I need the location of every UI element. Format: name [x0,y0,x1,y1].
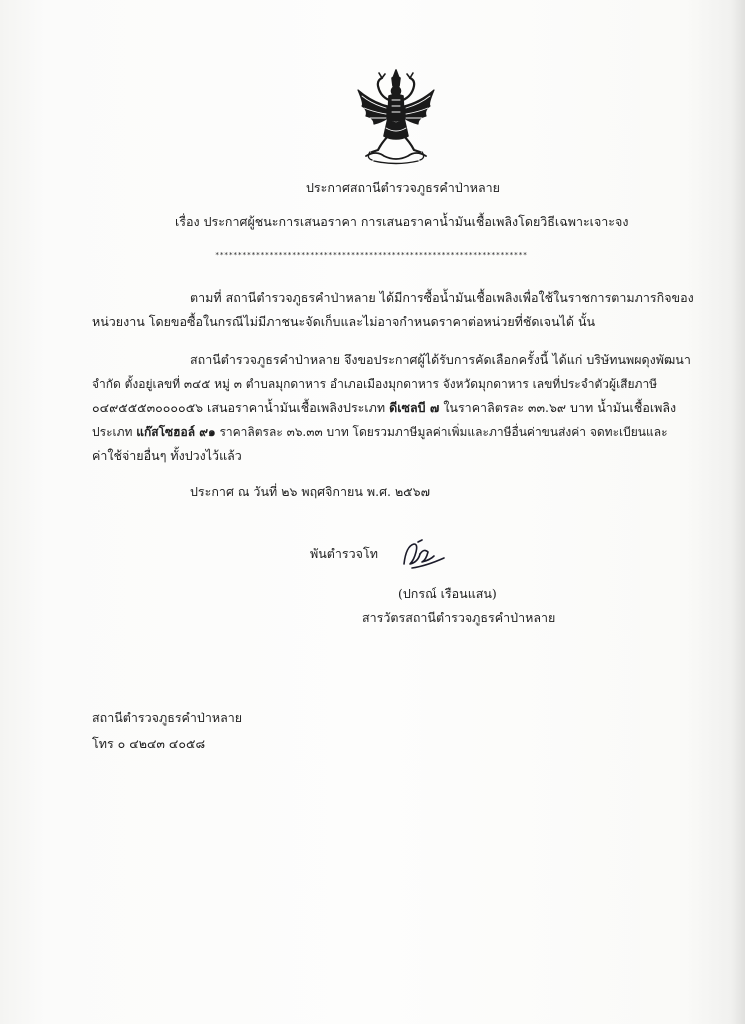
handwritten-signature-icon [398,538,448,574]
announcement-date: ประกาศ ณ วันที่ ๒๖ พฤศจิกายน พ.ศ. ๒๕๖๗ [190,484,430,499]
gasohol-product-name: แก๊สโซฮอล์ ๙๑ [136,425,216,439]
signatory-rank: พันตำรวจโท [310,546,378,561]
paragraph2-line1: สถานีตำรวจภูธรคำป่าหลาย จึงขอประกาศผู้ได้รับการคัดเลือกครั้งนี้ ได้แก่ บริษัทนพผดุงพัฒนา [190,352,691,367]
subject-line: เรื่อง ประกาศผู้ชนะการเสนอราคา การเสนอราคาน้ำมันเชื้อเพลิงโดยวิธีเฉพาะเจาะจง [175,214,629,229]
page-edge-shadow [731,0,745,1024]
tax-id-text: ๐๔๙๕๕๕๓๐๐๐๐๕๖ เสนอราคาน้ำมันเชื้อเพลิงประเภท [92,400,390,415]
gasohol-price-text: ราคาลิตรละ ๓๖.๓๓ บาท โดยรวมภาษีมูลค่าเพิ่มและภาษีอื่นค่าขนส่งค่า จดทะเบียนและ [215,425,668,439]
paragraph1-line2: หน่วยงาน โดยขอซื้อในกรณีไม่มีภาชนะจัดเก็บและไม่อาจกำหนดราคาต่อหน่วยที่ชัดเจนได้ นั้น [92,314,596,329]
paragraph1-line1: ตามที่ สถานีตำรวจภูธรคำป่าหลาย ได้มีการซื้อน้ำมันเชื้อเพลิงเพื่อใช้ในราชการตามภารกิจของ [190,290,694,305]
footer-station: สถานีตำรวจภูธรคำป่าหลาย [92,710,243,725]
footer-phone: โทร ๐ ๔๒๔๓ ๔๐๕๘ [92,736,206,751]
signatory-name: (ปกรณ์ เรือนแสน) [398,586,497,601]
type-label: ประเภท [92,425,137,439]
diesel-price-text: ในราคาลิตรละ ๓๓.๖๙ บาท น้ำมันเชื้อเพลิง [439,400,677,415]
paragraph2-line2: จำกัด ตั้งอยู่เลขที่ ๓๔๕ หมู่ ๓ ตำบลมุกดาหาร อำเภอเมืองมุกดาหาร จังหวัดมุกดาหาร เลขที่ประจำตัวผู้เสียภาษี [92,377,658,391]
paragraph2-line3 [92,400,676,416]
paragraph2-line4 [92,424,668,440]
paragraph2-line5: ค่าใช้จ่ายอื่นๆ ทั้งปวงไว้แล้ว [92,448,242,463]
signatory-position: สารวัตรสถานีตำรวจภูธรคำป่าหลาย [362,610,556,625]
separator-line: ********************************************************************* [215,250,528,259]
diesel-product-name: ดีเซลบี ๗ [389,400,440,415]
issuer-title: ประกาศสถานีตำรวจภูธรคำป่าหลาย [306,180,501,195]
garuda-emblem-icon [352,66,440,166]
